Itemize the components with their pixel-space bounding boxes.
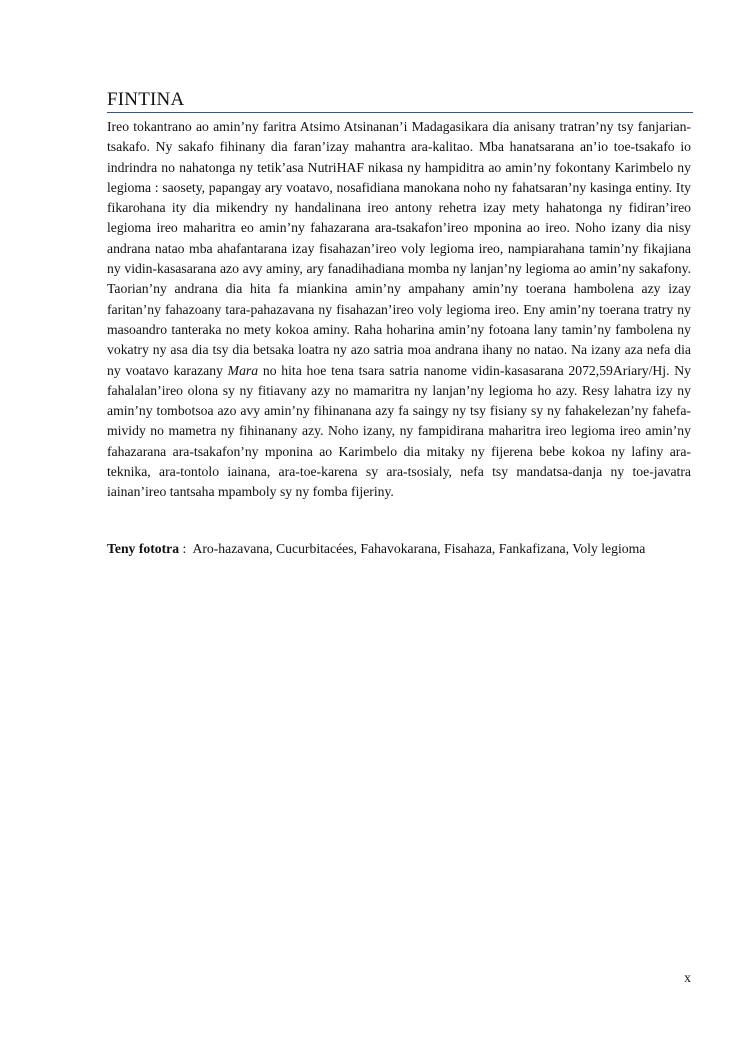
keywords-label: Teny fototra	[107, 541, 180, 556]
page-number: x	[684, 970, 691, 985]
abstract-text-part-1: Ireo tokantrano ao amin’ny faritra Atsimo Atsinanan’i Madagasikara dia anisany tratran’ny tsy fanjarian-tsakafo. Ny sakafo fihinany dia faran’izay mahantra ara-kalitao. Mba hanatsarana an’io toe-tsakafo io indrindra no nahatonga ny tetik’asa NutriHAF nikasa ny hampiditra ao amin’ny fokontany Karimbelo ny legioma : saosety, papangay ary voatavo, nosafidiana manokana noho ny fahatsaran’ny kasinga entiny. Ity fikarohana ity dia mikendry ny handalinana ireo antony rehetra izay mety hahatonga ny fidiran’ireo legioma ireo maharitra eo amin’ny fahazarana ara-tsakafon’ireo mponina ao ireo. Noho izany dia nisy andrana natao mba ahafantarana izay fisahazan’ireo voly legioma ireo, nampiarahana tamin’ny fikajiana ny vidin-kasasarana azo avy aminy, ary fanadihadiana momba ny lanjan’ny legioma ao amin’ny sakafony. Taorian’ny andrana dia hita fa miankina amin’ny ampahany amin’ny toerana hambolena azy izay faritan’ny fahazoany tara-pahazavana ny fisahazan’ireo voly legioma ireo. Eny amin’ny toerana tratry ny masoandro tanteraka no mety kokoa aminy. Raha hoharina amin’ny fotoana lany tamin’ny fambolena ny vokatry ny asa dia tsy dia betsaka loatra ny azo satria moa andrana ihany no natao. Na izany aza nefa dia ny voatavo karazany	[107, 119, 691, 378]
abstract-paragraph	[107, 117, 691, 503]
abstract-text-part-2: no hita hoe tena tsara satria nanome vidin-kasasarana 2072,59Ariary/Hj. Ny fahalalan’ireo olona sy ny fitiavany azy no mamaritra ny lanjan’ny legioma ho azy. Resy lahatra izy ny amin’ny tombotsoa azo avy amin’ny fihinanana azy fa saingy ny tsy fisiany sy ny fahakelezan’ny fahefa-mividy no mametra ny fihinanany azy. Noho izany, ny fampidirana maharitra ireo legioma ireo amin’ny fahazarana ara-tsakafon’ny mponina ao Karimbelo dia mitaky ny fijerena bebe kokoa ny lafiny ara-teknika, ara-tontolo iainana, ara-toe-karena sy ara-tsosialy, nefa tsy mandatsa-danja ny toe-javatra iainan’ireo tantsaha mpamboly sy ny fomba fijeriny.	[107, 362, 692, 500]
keywords-line	[107, 539, 691, 559]
section-heading: FINTINA	[107, 89, 693, 113]
keywords-list: Aro-hazavana, Cucurbitacées, Fahavokarana, Fisahaza, Fankafizana, Voly legioma	[192, 541, 646, 556]
keywords-separator: :	[179, 541, 193, 556]
abstract-italic-species-name: Mara	[227, 362, 259, 378]
